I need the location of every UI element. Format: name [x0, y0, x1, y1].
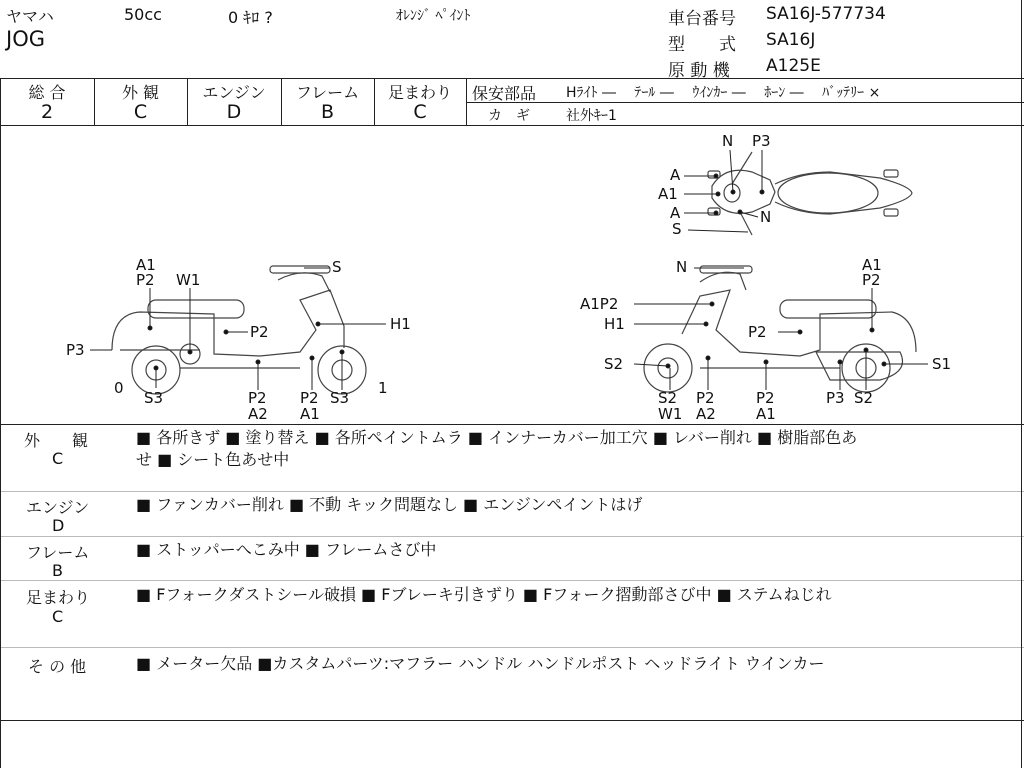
diagram-label: S2 [604, 355, 624, 373]
type-value: SA16J [766, 30, 816, 50]
overall-grade: 2 [40, 101, 54, 123]
remark-exterior-text: ■ 各所きず ■ 塗り替え ■ 各所ペイントムラ ■ インナーカバー加工穴 ■ レバー削れ ■ 樹脂部色あ [136, 428, 858, 447]
remark-engine-text: ■ ファンカバー削れ ■ 不動 キック問題なし ■ エンジンペイントはげ [136, 495, 643, 514]
diagram-label: P3 [752, 132, 771, 150]
remark-other-label: そ の 他 [28, 657, 87, 676]
exterior-label: 外 観 [121, 83, 160, 102]
remark-frame-grade: B [52, 561, 63, 580]
frame-no-label: 車台番号 [668, 9, 736, 29]
type-label: 型 式 [668, 35, 736, 55]
diagram-label: W1 [658, 405, 683, 423]
engine-grade: D [226, 101, 242, 123]
diagram-label: N [760, 208, 772, 226]
diagram-label: A2 [248, 405, 268, 423]
diagram-label: P2 [748, 323, 767, 341]
diagram-label: P3 [66, 341, 85, 359]
key-value: 社外ｷｰ1 [566, 108, 617, 124]
safety-label: 保安部品 [472, 84, 537, 103]
maker: ヤマハ [6, 7, 54, 26]
diagram-label: W1 [176, 271, 201, 289]
frame-no: SA16J-577734 [766, 4, 886, 24]
diagram-label: N [722, 132, 734, 150]
frame-grade: B [320, 101, 335, 123]
diagram-label: P2 [300, 389, 319, 407]
remark-frame-label: フレーム [26, 543, 90, 562]
diagram-label: S2 [658, 389, 678, 407]
remark-engine-label: エンジン [26, 498, 90, 517]
scooter-top-view [708, 152, 912, 235]
diagram-label: P3 [826, 389, 845, 407]
exterior-grade: C [133, 101, 148, 123]
diagram-label: P2 [250, 323, 269, 341]
diagram-label: A1 [136, 256, 156, 274]
diagram-label: A1 [300, 405, 320, 423]
diagram-label: 1 [378, 379, 388, 397]
diagram-label: N [676, 258, 688, 276]
model-name: JOG [6, 27, 45, 51]
remark-suspension-text: ■ Fフォークダストシール破損 ■ Fブレーキ引きずり ■ Fフォーク摺動部さび中 ■ ステムねじれ [136, 585, 832, 604]
diagram-label: A1P2 [580, 295, 619, 313]
diagram-label: P2 [862, 271, 881, 289]
diagram-label: P2 [756, 389, 775, 407]
engine-label: エンジン [202, 83, 266, 102]
diagram-label: P2 [696, 389, 715, 407]
remark-suspension-grade: C [52, 607, 64, 626]
diagram-label: A [670, 166, 681, 184]
diagram-label: S [332, 258, 342, 276]
diagram-label: S3 [144, 389, 164, 407]
engine-type-value: A125E [766, 56, 821, 76]
paint-color: ｵﾚﾝｼﾞ ﾍﾟｲﾝﾄ [396, 8, 471, 24]
remark-frame-text: ■ ストッパーへこみ中 ■ フレームさび中 [136, 540, 437, 559]
diagram-label: H1 [390, 315, 411, 333]
engine-type-label: 原 動 機 [668, 61, 730, 81]
diagram-label: P2 [248, 389, 267, 407]
diagram-label: H1 [604, 315, 625, 333]
displacement: 50cc [124, 5, 162, 24]
remark-exterior-label: 外 観 [24, 431, 89, 450]
mileage: 0 ｷﾛ ? [228, 8, 273, 27]
remark-exterior-grade: C [52, 449, 64, 468]
frame-label: フレーム [295, 83, 360, 102]
remark-other-text: ■ メーター欠品 ■カスタムパーツ:マフラー ハンドル ハンドルポスト ヘッドライト ウインカー [136, 654, 825, 673]
key-label: カ ギ [488, 108, 530, 124]
diagram-label: S1 [932, 355, 952, 373]
suspension-label: 足まわり [387, 83, 452, 102]
diagram-label: A1 [756, 405, 776, 423]
diagram-label: A1 [658, 185, 678, 203]
diagram-label: A1 [862, 256, 882, 274]
diagram-label: A2 [696, 405, 716, 423]
remark-exterior-text-cont: せ ■ シート色あせ中 [136, 450, 290, 469]
diagram-label: A [670, 204, 681, 222]
overall-label: 総 合 [28, 83, 66, 102]
diagram-label: 0 [114, 379, 124, 397]
diagram-label: S [672, 220, 682, 238]
remark-suspension-label: 足まわり [26, 588, 91, 607]
diagram-label: S2 [854, 389, 874, 407]
suspension-grade: C [413, 101, 427, 123]
diagram-label: P2 [136, 271, 155, 289]
remark-engine-grade: D [52, 516, 65, 535]
safety-items: Hﾗｲﾄ ― ﾃｰﾙ ― ｳｲﾝｶｰ ― ﾎｰﾝ ― ﾊﾞｯﾃﾘｰ × [566, 85, 881, 101]
diagram-label: S3 [330, 389, 350, 407]
